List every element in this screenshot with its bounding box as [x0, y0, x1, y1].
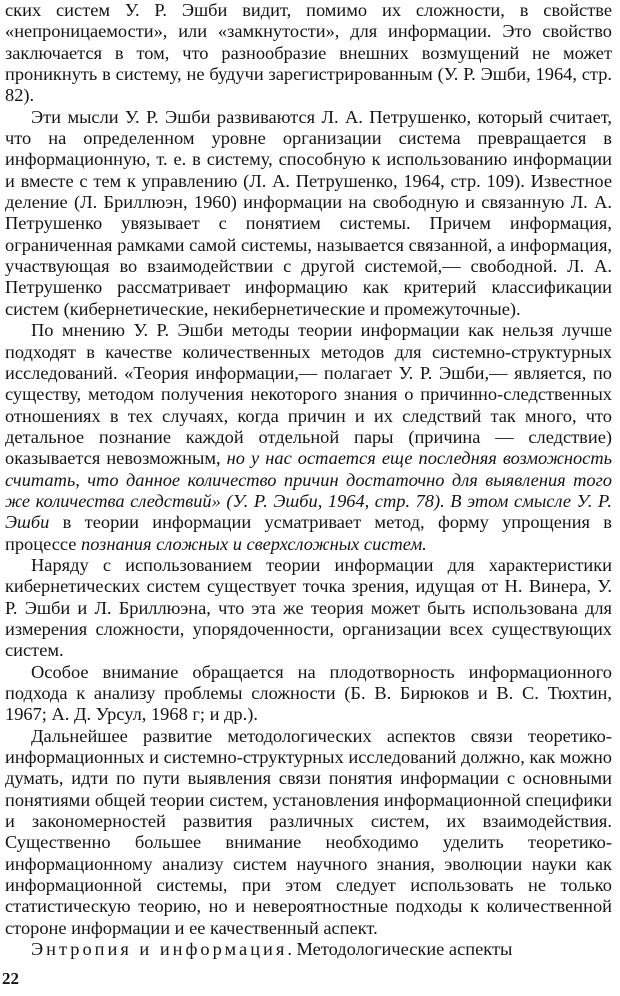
text-run: . Методологические аспекты	[287, 939, 513, 960]
text-run: ских систем У. Р. Эшби видит, помимо их сложности, в свойстве «непроницаемости», или «замкнутости», для информации. Это свойство заключается в том, что разнообразие внешних возмущений не может проникнуть в систему, не будучи зарегистрированным (У. Р. Эшби, 1964, стр. 82).	[5, 0, 612, 106]
paragraph	[5, 0, 612, 107]
italic-text: но у нас остается еще последняя возможность считать, что данное количество причин достаточно для выявления того же количества следствий» (У. Р. Эшби, 1964, стр. 78). В этом смысле У. Р. Эшби	[5, 448, 612, 533]
paragraph	[5, 726, 612, 939]
text-run: Дальнейшее развитие методологических аспектов связи теоретико-информационных и системно-структурных исследований должно, как можно думать, идти по пути выявления связи понятия информации с основными понятиями общей теории систем, установления информационной специфики и закономерностей развития различных систем, их взаимодействия. Существенно большее внимание необходимо уделить теоретико-информационному анализу систем научного знания, эволюции науки как информационной системы, при этом следует использовать не только статистическую теорию, но и невероятностные подходы к количественной стороне информации и ее качественный аспект.	[5, 725, 612, 938]
text-run: Особое внимание обращается на плодотворность информационного подхода к анализу проблемы сложности (Б. В. Бирюков и В. С. Тюхтин, 1967; А. Д. Урсул, 1968 г; и др.).	[5, 661, 612, 725]
text-run: Эти мысли У. Р. Эшби развиваются Л. А. Петрушенко, который считает, что на определенном уровне организации система превращается в информационную, т. е. в систему, способную к использованию информации и вместе с тем к управлению (Л. А. Петрушенко, 1964, стр. 109). Известное деление (Л. Бриллюэн, 1960) информации на свободную и связанную Л. А. Петрушенко увязывает с понятием системы. Причем информация, ограниченная рамками самой системы, называется связанной, а информация, участвующая во взаимодействии с другой системой,— свободной. Л. А. Петрушенко рассматривает информацию как критерий классификации систем (кибернетические, некибернетические и промежуточные).	[5, 106, 612, 319]
paragraph	[5, 320, 612, 555]
italic-text: познания сложных и сверхсложных систем.	[81, 533, 427, 554]
paragraph	[5, 107, 612, 320]
page-number: 22	[2, 969, 19, 988]
text-run: в теории информации усматривает метод, форму упрощения в процессе	[5, 512, 612, 554]
text-run: По мнению У. Р. Эшби методы теории информации как нельзя лучше подходят в качестве количественных методов для системно-структурных исследований. «Теория информации,— полагает У. Р. Эшби,— является, по существу, методом получения некоторого знания о причинно-следственных отношениях в тех случаях, когда причин и их следствий так много, что детальное познание каждой отдельной пары (причина — следствие) оказывается невозможным,	[5, 320, 612, 469]
paragraph	[5, 662, 612, 726]
paragraph	[5, 555, 612, 662]
paragraph	[5, 939, 612, 960]
body-text	[5, 0, 612, 960]
section-heading: Энтропия и информация	[31, 939, 288, 960]
text-run: Наряду с использованием теории информации для характеристики кибернетических систем существует точка зрения, идущая от Н. Винера, У. Р. Эшби и Л. Бриллюэна, что эта же теория может быть использована для измерения сложности, упорядоченности, организации всех существующих систем.	[5, 554, 612, 661]
